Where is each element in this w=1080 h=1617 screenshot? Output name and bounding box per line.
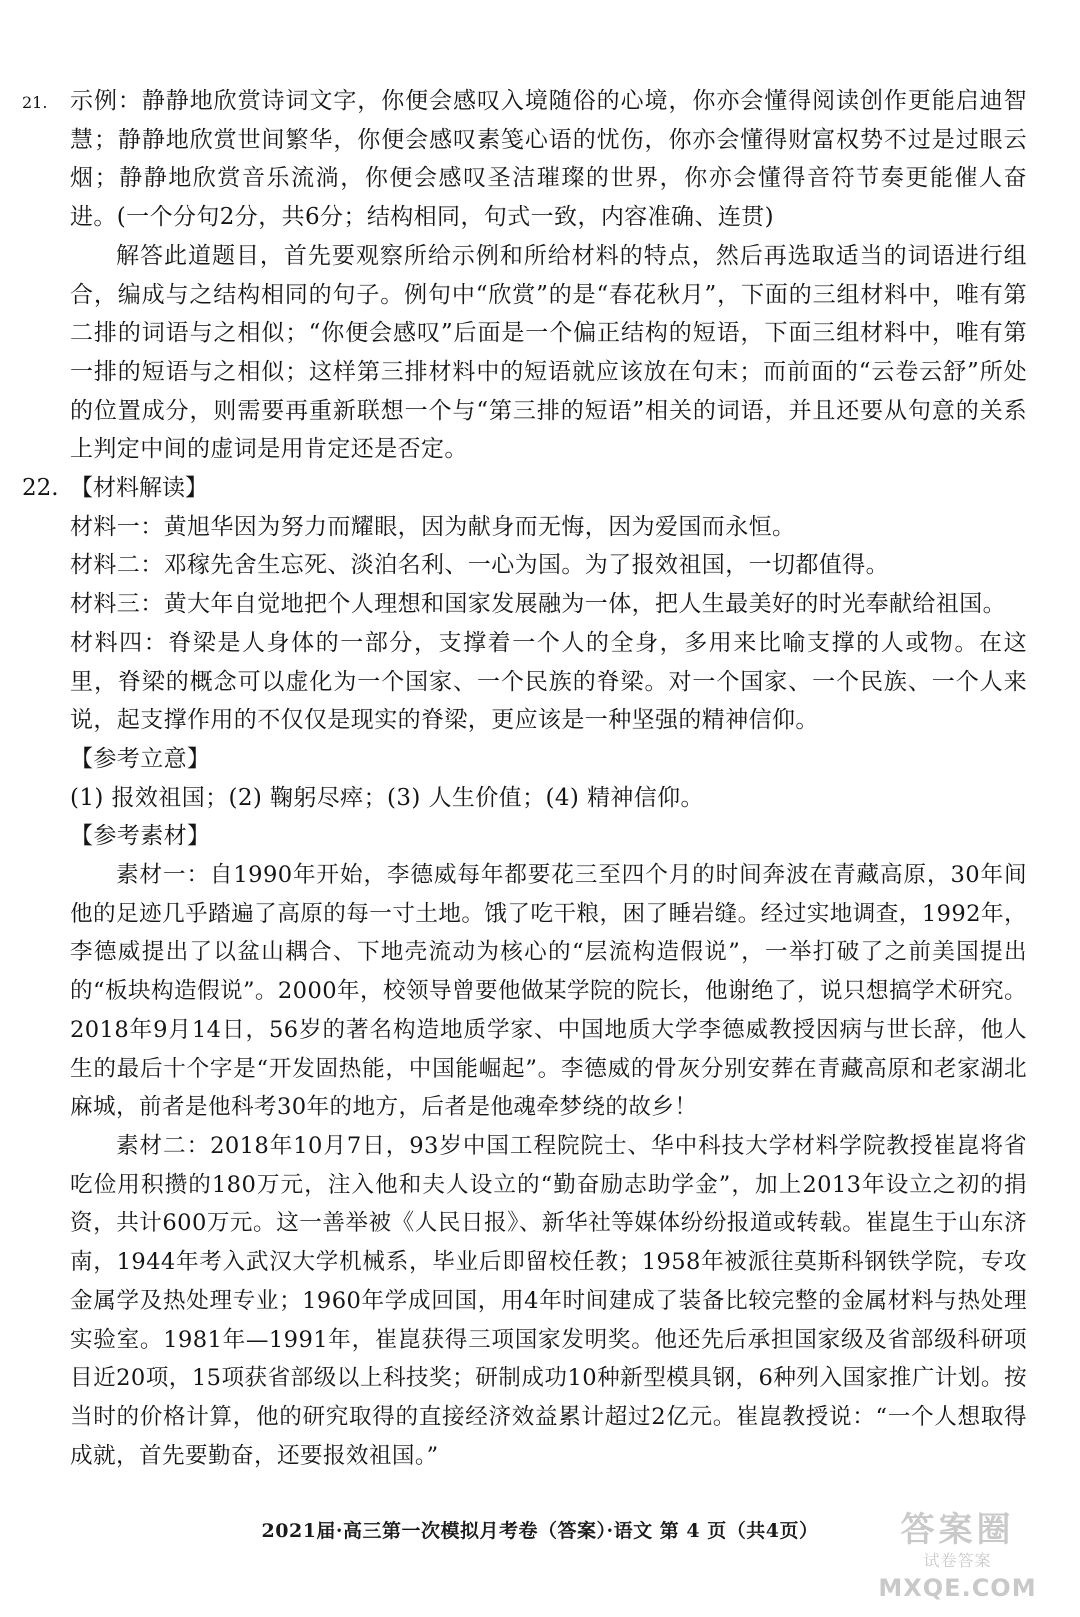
question-number: 22.	[22, 475, 59, 502]
q21-analysis: 解答此道题目，首先要观察所给示例和所给材料的特点，然后再选取适当的词语进行组合，编成与之结构相同的句子。例句中“欣赏”的是“春花秋月”，下面的三组材料中，唯有第二排的词语与之相似；“你便会感叹”后面是一个偏正结构的短语，下面三组材料中，唯有第一排的短语与之相似；这样第三排材料中的短语就应该放在句末；而前面的“云卷云舒”所处的位置成分，则需要再重新联想一个与“第三排的短语”相关的词语，并且还要从句意的关系上判定中间的虚词是用肯定还是否定。	[70, 242, 1027, 463]
question-21	[22, 82, 1027, 237]
idea-list: (1) 报效祖国；(2) 鞠躬尽瘁；(3) 人生价值；(4) 精神信仰。	[70, 784, 704, 811]
idea-heading: 【参考立意】	[70, 745, 211, 772]
watermark-mid: 试卷答案	[923, 1551, 992, 1570]
watermark-top: 答案圈	[900, 1510, 1015, 1550]
q21-answer: 示例：静静地欣赏诗词文字，你便会感叹入境随俗的心境，你亦会懂得阅读创作更能启迪智慧；静静地欣赏世间繁华，你便会感叹素笺心语的忧伤，你亦会懂得财富权势不过是过眼云烟；静静地欣赏音乐流淌，你便会感叹圣洁璀璨的世界，你亦会懂得音符节奏更能催人奋进。(一个分句2分，共6分；结构相同，句式一致，内容准确、连贯)	[70, 88, 1027, 231]
material-item: 材料三：黄大年自觉地把个人理想和国家发展融为一体，把人生最美好的时光奉献给祖国。	[70, 591, 1006, 618]
answer-content	[22, 82, 1027, 1475]
material-item: 材料四：脊梁是人身体的一部分，支撑着一个人的全身，多用来比喻支撑的人或物。在这里，脊梁的概念可以虚化为一个国家、一个民族的脊梁。对一个国家、一个民族、一个人来说，起支撑作用的不仅仅是现实的脊梁，更应该是一种坚强的精神信仰。	[70, 629, 1027, 734]
watermark-bottom: MXQE.COM	[878, 1574, 1037, 1602]
material-heading: 【材料解读】	[70, 475, 208, 502]
source-heading: 【参考素材】	[70, 823, 211, 850]
source-item: 素材二：2018年10月7日，93岁中国工程院院士、华中科技大学材料学院教授崔崑将省吃俭用积攒的180万元，注入他和夫人设立的“勤奋励志助学金”，加上2013年设立之初的捐资，共计600万元。这一善举被《人民日报》、新华社等媒体纷纷报道或转载。崔崑生于山东济南，1944年考入武汉大学机械系，毕业后即留校任教；1958年被派往莫斯科钢铁学院，专攻金属学及热处理专业；1960年学成回国，用4年时间建成了装备比较完整的金属材料与热处理实验室。1981年—1991年，崔崑获得三项国家发明奖。他还先后承担国家级及省部级科研项目近20项，15项获省部级以上科技奖；研制成功10种新型模具钢，6种列入国家推广计划。按当时的价格计算，他的研究取得的直接经济效益累计超过2亿元。崔崑教授说：“一个人想取得成就，首先要勤奋，还要报效祖国。”	[70, 1132, 1027, 1469]
question-22-header	[22, 469, 1027, 508]
material-item: 材料一：黄旭华因为努力而耀眼，因为献身而无悔，因为爱国而永恒。	[70, 513, 796, 540]
materials-list	[22, 508, 1027, 740]
question-number: 21.	[22, 93, 48, 112]
material-item: 材料二：邓稼先舍生忘死、淡泊名利、一心为国。为了报效祖国，一切都值得。	[70, 552, 889, 579]
page-footer: 2021届·高三第一次模拟月考卷（答案）·语文 第 4 页（共4页）	[261, 1520, 819, 1542]
sources-list	[22, 856, 1027, 1475]
site-watermark-logo	[875, 1500, 1040, 1610]
source-item: 素材一：自1990年开始，李德威每年都要花三至四个月的时间奔波在青藏高原，30年间他的足迹几乎踏遍了高原的每一寸土地。饿了吃干粮，困了睡岩缝。经过实地调查，1992年，李德威提出了以盆山耦合、下地壳流动为核心的“层流构造假说”，一举打破了之前美国提出的“板块构造假说”。2000年，校领导曾要他做某学院的院长，他谢绝了，说只想搞学术研究。2018年9月14日，56岁的著名构造地质学家、中国地质大学李德威教授因病与世长辞，他人生的最后十个字是“开发固热能，中国能崛起”。李德威的骨灰分别安葬在青藏高原和老家湖北麻城，前者是他科考30年的地方，后者是他魂牵梦绕的故乡！	[70, 862, 1027, 1121]
